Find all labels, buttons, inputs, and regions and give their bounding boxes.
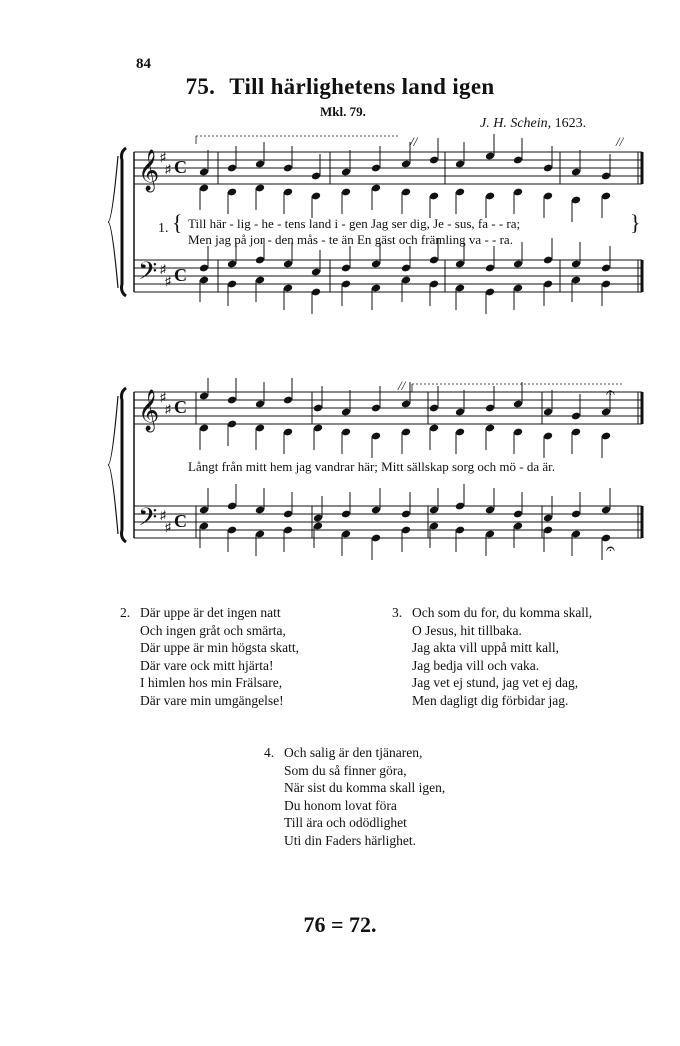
time-signature-icon: C bbox=[174, 511, 187, 531]
stanza-number: 2. bbox=[120, 605, 131, 620]
stanza-line: Jag vet ej stund, jag vet ej dag, bbox=[412, 675, 579, 690]
lyric-line-1b bbox=[188, 232, 513, 248]
page-number: 84 bbox=[136, 56, 151, 72]
verse-number-1: 1. bbox=[158, 221, 169, 236]
key-sharp-icon: ♯ bbox=[160, 262, 166, 276]
syllable: gäst och bbox=[374, 232, 418, 247]
stanza-line: Du honom lovat föra bbox=[284, 797, 397, 813]
syllable: fa - - ra; bbox=[477, 216, 521, 231]
stanza-line: Där uppe är det ingen natt bbox=[140, 605, 281, 620]
syllable: mås - te bbox=[297, 232, 339, 247]
syllable: än bbox=[341, 232, 354, 247]
syllable: Jag bbox=[370, 216, 389, 231]
time-signature-icon: C bbox=[174, 157, 187, 177]
system-bracket bbox=[122, 388, 127, 542]
lyric-brace-left: { bbox=[172, 210, 183, 235]
key-sharp-icon: ♯ bbox=[160, 508, 166, 522]
syllable: sorg bbox=[451, 459, 475, 474]
stanza-line: När sist du komma skall igen, bbox=[284, 780, 446, 795]
stanza-line: Uti din Faders härlighet. bbox=[284, 832, 416, 848]
stanza-line: Och salig är den tjänaren, bbox=[284, 745, 423, 760]
syllable: va - - ra. bbox=[468, 232, 513, 247]
fermata-icon: 𝄐 bbox=[606, 385, 615, 402]
key-sharp-icon: ♯ bbox=[165, 520, 171, 534]
syllable: jor - den bbox=[249, 232, 294, 247]
syllable: Mitt bbox=[381, 459, 404, 474]
syllable: Till bbox=[188, 216, 207, 231]
stanza-line: O Jesus, hit tillbaka. bbox=[412, 622, 522, 638]
lyric-line-1a bbox=[188, 216, 520, 232]
breath-mark-icon: // bbox=[410, 134, 418, 149]
stanza-number: 4. bbox=[264, 745, 275, 760]
bass-clef-icon: 𝄢 bbox=[138, 258, 158, 291]
hymn-number: 75. bbox=[185, 74, 216, 99]
key-sharp-icon: ♯ bbox=[165, 274, 171, 288]
stanza-line: Och som du for, du komma skall, bbox=[412, 605, 593, 620]
bass-clef-icon: 𝄢 bbox=[138, 504, 158, 537]
treble-clef-icon: 𝄞 bbox=[138, 150, 160, 190]
syllable: land bbox=[308, 216, 332, 231]
syllable: jag vandrar bbox=[295, 459, 355, 474]
stanza-line: Där vare min umgängelse! bbox=[140, 692, 284, 708]
lyric-line-2 bbox=[188, 459, 555, 475]
stanza-line: I himlen hos min Frälsare, bbox=[140, 675, 283, 690]
syllable: Je - sus, bbox=[433, 216, 475, 231]
composer-year: 1623. bbox=[554, 116, 587, 131]
melody-reference: Mkl. 79. bbox=[320, 104, 366, 119]
lyric-brace-right: } bbox=[630, 210, 641, 235]
stanza-line: Där uppe är min högsta skatt, bbox=[140, 640, 299, 655]
stanza-3 bbox=[392, 604, 592, 709]
stanza-line: Jag akta vill uppå mitt kall, bbox=[412, 640, 559, 655]
breath-mark-icon: // bbox=[398, 378, 406, 393]
syllable: mö - da bbox=[499, 459, 540, 474]
stanza-line: Jag bedja vill och vaka. bbox=[412, 657, 540, 673]
syllable: och bbox=[477, 459, 497, 474]
syllable: ser bbox=[391, 216, 407, 231]
hymn-title bbox=[0, 74, 680, 100]
syllable: mitt hem bbox=[245, 459, 293, 474]
stanza-line: Men dagligt dig förbidar jag. bbox=[412, 692, 569, 708]
key-sharp-icon: ♯ bbox=[160, 150, 166, 164]
stanza-line: Där vare ock mitt hjärta! bbox=[140, 657, 274, 673]
breath-mark-icon: // bbox=[616, 134, 624, 149]
syllable: i - gen bbox=[334, 216, 368, 231]
system-bracket bbox=[122, 148, 127, 296]
treble-clef-icon: 𝄞 bbox=[138, 390, 160, 430]
stanza-line: Som du så finner göra, bbox=[284, 762, 407, 778]
system-brace bbox=[108, 156, 118, 288]
composer-name: J. H. Schein, bbox=[480, 116, 552, 131]
key-sharp-icon: ♯ bbox=[160, 390, 166, 404]
system-brace bbox=[108, 396, 118, 534]
syllable: på bbox=[234, 232, 247, 247]
syllable: är. bbox=[542, 459, 556, 474]
time-signature-icon: C bbox=[174, 397, 187, 417]
syllable: Men jag bbox=[188, 232, 231, 247]
key-sharp-icon: ♯ bbox=[165, 162, 171, 176]
stanza-2 bbox=[120, 604, 299, 709]
stanza-line: Och ingen gråt och smärta, bbox=[140, 622, 286, 638]
hymn-title-text: Till härlighetens land igen bbox=[229, 74, 495, 99]
music-system-2 bbox=[0, 378, 680, 578]
syllable: här; bbox=[357, 459, 378, 474]
time-signature-icon: C bbox=[174, 265, 187, 285]
stanza-number: 3. bbox=[392, 605, 403, 620]
syllable: här - lig - he - tens bbox=[209, 216, 306, 231]
key-sharp-icon: ♯ bbox=[165, 402, 171, 416]
fermata-icon: 𝄐 bbox=[606, 541, 615, 558]
stanza-4 bbox=[264, 744, 445, 849]
syllable: dig, bbox=[409, 216, 430, 231]
syllable: främling bbox=[420, 232, 466, 247]
footer-reference: 76 = 72. bbox=[303, 912, 377, 937]
music-system-1 bbox=[0, 130, 680, 380]
syllable: En bbox=[356, 232, 372, 247]
syllable: Långt från bbox=[188, 459, 243, 474]
stanza-line: Till ära och odödlighet bbox=[284, 815, 407, 830]
syllable: sällskap bbox=[406, 459, 449, 474]
